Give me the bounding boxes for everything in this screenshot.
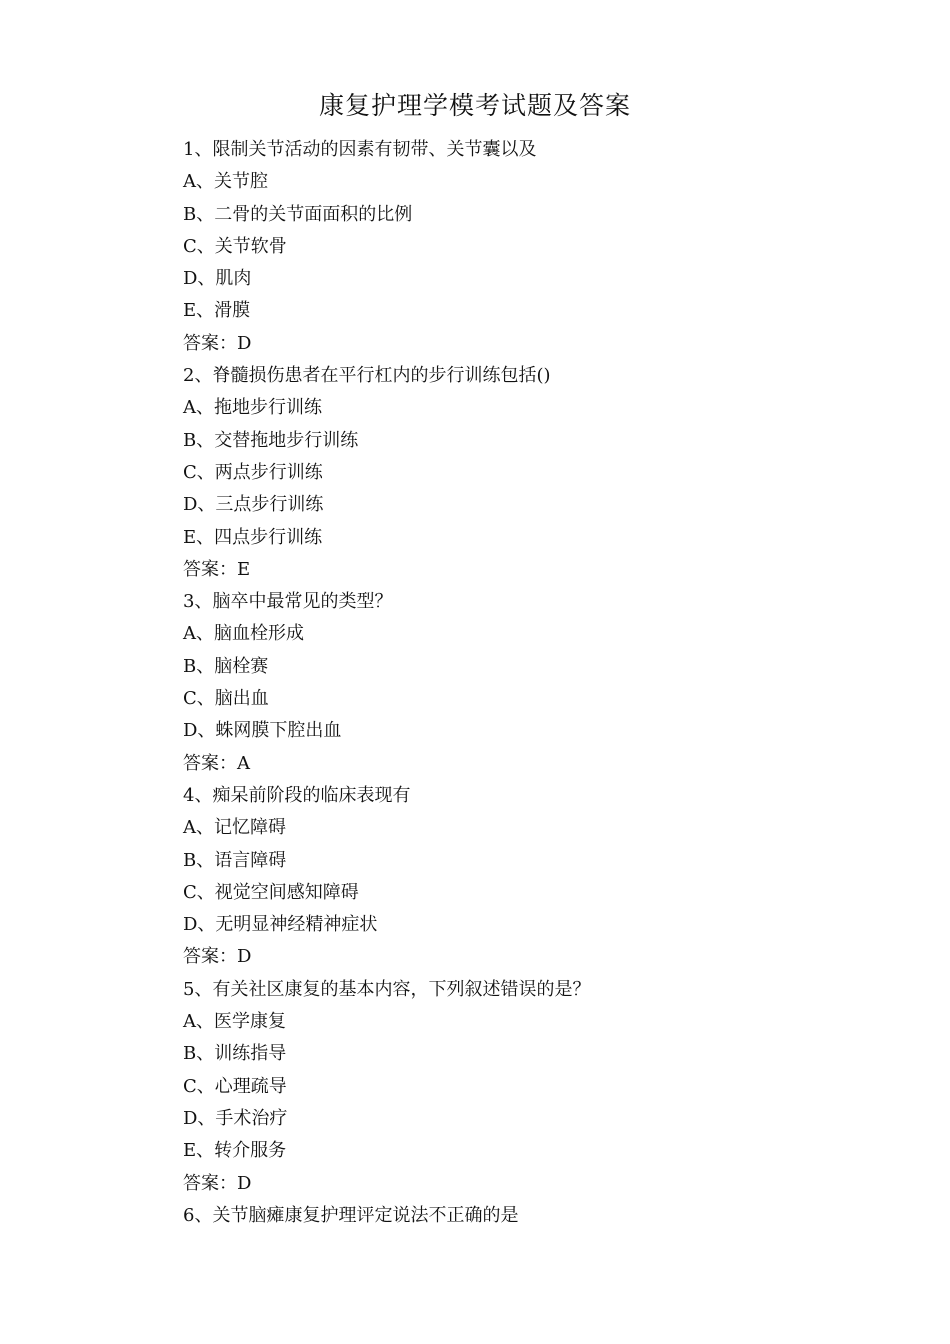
- question-stem: 6、关节脑瘫康复护理评定说法不正确的是: [183, 1204, 519, 1226]
- document-title: 康复护理学模考试题及答案: [318, 91, 631, 120]
- question-option: B、语言障碍: [183, 849, 287, 871]
- question-list: [183, 134, 883, 1232]
- question-option: E、转介服务: [183, 1140, 287, 1162]
- question-answer: 答案：D: [183, 332, 252, 354]
- question-option: A、记忆障碍: [183, 817, 286, 839]
- question-answer: 答案：D: [183, 946, 252, 968]
- question-answer: 答案：D: [183, 1172, 252, 1194]
- question-option: B、脑栓赛: [183, 655, 269, 677]
- question-option: C、心理疏导: [183, 1075, 287, 1097]
- question-option: B、训练指导: [183, 1043, 287, 1065]
- question-option: E、四点步行训练: [183, 526, 323, 548]
- question-option: A、医学康复: [183, 1011, 286, 1033]
- question-option: C、视觉空间感知障碍: [183, 881, 359, 903]
- question-answer: 答案：A: [183, 752, 250, 774]
- question-stem: 2、脊髓损伤患者在平行杠内的步行训练包括(): [183, 365, 551, 387]
- question-option: B、交替拖地步行训练: [183, 429, 359, 451]
- question-option: A、关节腔: [183, 171, 268, 193]
- question-option: C、两点步行训练: [183, 461, 323, 483]
- question-option: D、蛛网膜下腔出血: [183, 720, 342, 742]
- question-option: A、拖地步行训练: [183, 397, 322, 419]
- question-stem: 1、限制关节活动的因素有韧带、关节囊以及: [183, 139, 537, 160]
- question-option: D、手术治疗: [183, 1107, 288, 1129]
- question-option: A、脑血栓形成: [183, 623, 304, 645]
- question-option: D、肌肉: [183, 268, 252, 290]
- question-answer: 答案：E: [183, 558, 251, 580]
- question-option: D、三点步行训练: [183, 494, 324, 516]
- question-option: B、二骨的关节面面积的比例: [183, 203, 413, 225]
- question-stem: 3、脑卒中最常见的类型？: [183, 591, 393, 613]
- question-option: E、滑膜: [183, 300, 251, 322]
- question-option: D、无明显神经精神症状: [183, 914, 378, 936]
- question-stem: 5、有关社区康复的基本内容，下列叙述错误的是？: [183, 978, 591, 1000]
- question-stem: 4、痴呆前阶段的临床表现有: [183, 784, 411, 806]
- question-option: C、脑出血: [183, 688, 269, 710]
- question-option: C、关节软骨: [183, 235, 287, 257]
